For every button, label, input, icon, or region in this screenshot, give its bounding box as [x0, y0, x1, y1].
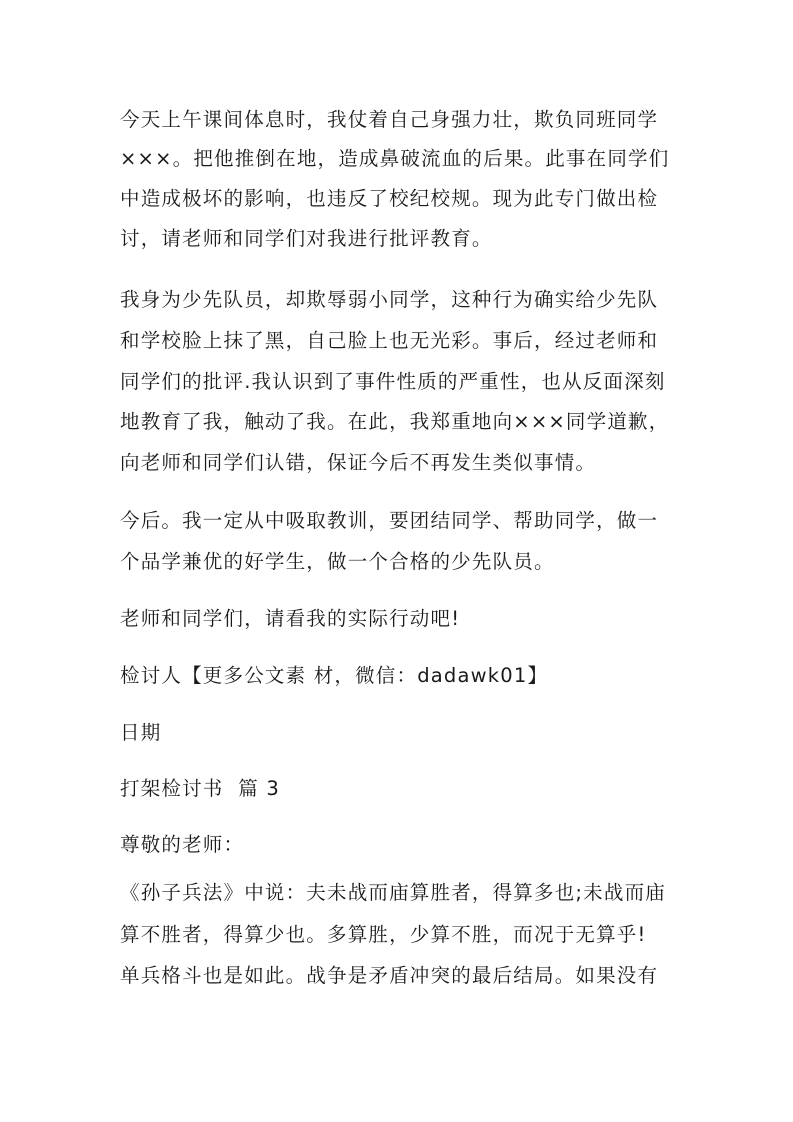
paragraph-2-line-1: 我身为少先队员，却欺辱弱小同学，这种行为确实给少先队 [120, 288, 659, 311]
paragraph-4 [120, 877, 680, 997]
closing-line: 老师和同学们，请看我的实际行动吧! [120, 607, 461, 630]
paragraph-3 [120, 505, 680, 585]
paragraph-3-line-2: 个品学兼优的好学生，做一个合格的少先队员。 [120, 550, 555, 573]
paragraph-1-line-1: 今天上午课间体息时，我仗着自己身强力壮，欺负同班同学 [120, 108, 659, 131]
section-title: 打架检讨书 篇 3 [120, 777, 281, 800]
paragraph-2-line-3: 同学们的批评.我认识到了事件性质的严重性，也从反面深刻 [120, 370, 666, 393]
paragraph-2-line-2: 和学校脸上抹了黑，自己脸上也无光彩。事后，经过老师和 [120, 329, 659, 352]
salutation: 尊敬的老师： [120, 833, 245, 856]
paragraph-2 [120, 284, 680, 484]
paragraph-1-line-2: ×××。把他推倒在地，造成鼻破流血的后果。此事在同学们 [120, 147, 670, 170]
paragraph-4-line-2: 算不胜者，得算少也。多算胜，少算不胜，而况于无算乎! [120, 923, 647, 946]
paragraph-4-line-1: 《孙子兵法》中说：夫未战而庙算胜者，得算多也;未战而庙 [120, 881, 666, 904]
date-line: 日期 [120, 721, 162, 744]
paragraph-4-line-3: 单兵格斗也是如此。战争是矛盾冲突的最后结局。如果没有 [120, 964, 659, 987]
paragraph-1-line-4: 讨，请老师和同学们对我进行批评教育。 [120, 227, 493, 250]
paragraph-2-line-4: 地教育了我，触动了我。在此，我郑重地向×××同学道歉， [120, 410, 670, 433]
paragraph-3-line-1: 今后。我一定从中吸取教训，要团结同学、帮助同学，做一 [120, 509, 659, 532]
paragraph-2-line-5: 向老师和同学们认错，保证今后不再发生类似事情。 [120, 451, 597, 474]
signature-line: 检讨人【更多公文素 材，微信：dadawk01】 [120, 664, 549, 687]
paragraph-1 [120, 104, 680, 264]
paragraph-1-line-3: 中造成极坏的影响，也违反了校纪校规。现为此专门做出检 [120, 187, 659, 210]
